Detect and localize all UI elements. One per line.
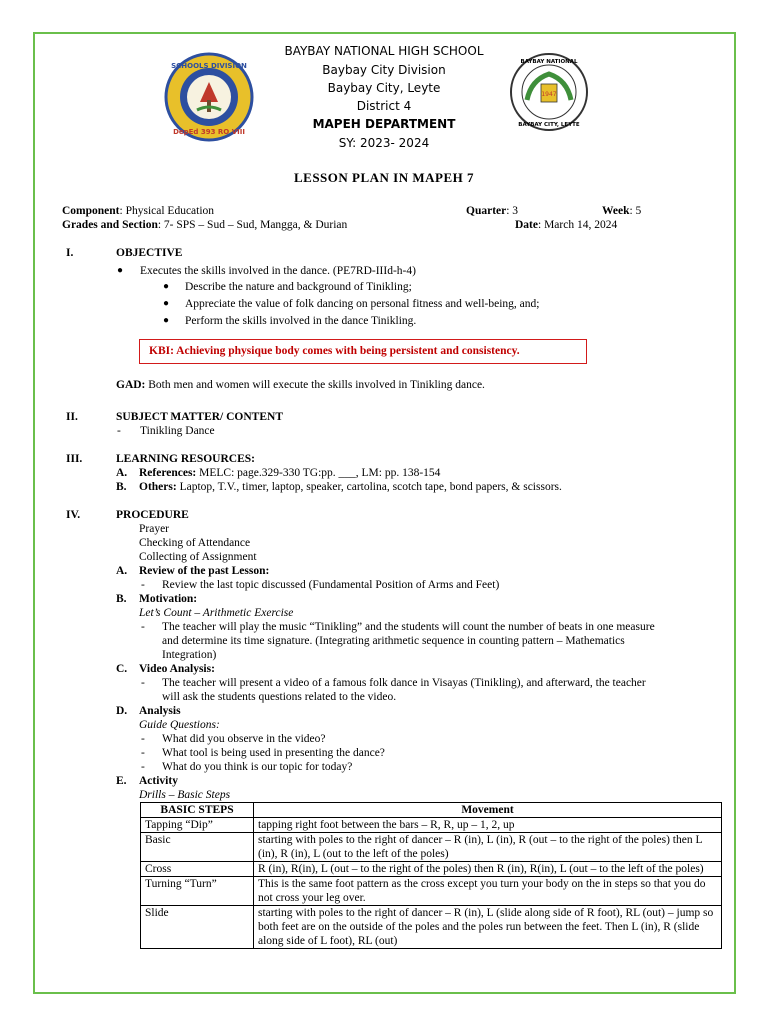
- table-header: Movement: [254, 803, 722, 818]
- dash: -: [141, 747, 145, 759]
- procedure-b-text: and determine its time signature. (Integrating arithmetic sequence in counting pattern – Mathematics: [162, 635, 625, 647]
- guide-question: What did you observe in the video?: [162, 733, 326, 745]
- quarter-line: Quarter: 3: [466, 205, 519, 217]
- table-cell: tapping right foot between the bars – R, R, up – 1, 2, up: [254, 818, 722, 833]
- procedure-c-title: Video Analysis:: [139, 663, 215, 675]
- division-name: Baybay City Division: [322, 63, 446, 77]
- objective-number: I.: [66, 247, 74, 259]
- subject-heading: SUBJECT MATTER/ CONTENT: [116, 411, 283, 423]
- resource-b-line: Others: Laptop, T.V., timer, laptop, speaker, cartolina, scotch tape, bond papers, & scissors.: [139, 481, 562, 493]
- subject-number: II.: [66, 411, 78, 423]
- table-header-row: [141, 803, 722, 818]
- prelim-item: Collecting of Assignment: [139, 551, 257, 563]
- procedure-d-sub: Guide Questions:: [139, 719, 220, 731]
- procedure-e-title: Activity: [139, 775, 178, 787]
- objective-main: Executes the skills involved in the dance. (PE7RD-IIId-h-4): [140, 265, 416, 277]
- procedure-a-label: A.: [116, 565, 128, 577]
- kbi-box: [139, 339, 587, 364]
- table-row: [141, 877, 722, 906]
- procedure-number: IV.: [66, 509, 81, 521]
- table-row: [141, 818, 722, 833]
- procedure-d-title: Analysis: [139, 705, 181, 717]
- bullet-icon: ●: [163, 281, 170, 292]
- objective-heading: OBJECTIVE: [116, 247, 183, 259]
- department-name: MAPEH DEPARTMENT: [312, 117, 456, 131]
- table-row: [141, 833, 722, 862]
- table-cell: Turning “Turn”: [141, 877, 254, 906]
- svg-text:BAYBAY NATIONAL: BAYBAY NATIONAL: [520, 59, 578, 65]
- table-cell: R (in), R(in), L (out – to the right of the poles) then R (in), R(in), L (out – to the left of the poles): [254, 862, 722, 877]
- prelim-item: Checking of Attendance: [139, 537, 251, 549]
- procedure-c-text: will ask the students questions related to the video.: [162, 691, 397, 703]
- resources-number: III.: [66, 453, 83, 465]
- procedure-b-text: Integration): [162, 649, 217, 661]
- basic-steps-table: [140, 802, 722, 949]
- procedure-e-sub: Drills – Basic Steps: [139, 789, 231, 801]
- table-row: [141, 906, 722, 949]
- objective-item: Perform the skills involved in the dance Tinikling.: [185, 315, 417, 327]
- school-name: BAYBAY NATIONAL HIGH SCHOOL: [284, 44, 484, 58]
- page-title: LESSON PLAN IN MAPEH 7: [293, 170, 475, 185]
- resource-a-label: A.: [116, 467, 128, 479]
- procedure-b-label: B.: [116, 593, 127, 605]
- kbi-text: KBI: Achieving physique body comes with being persistent and consistency.: [149, 345, 520, 357]
- svg-text:SCHOOLS DIVISION: SCHOOLS DIVISION: [171, 62, 247, 70]
- resources-heading: LEARNING RESOURCES:: [116, 453, 255, 465]
- procedure-b-sub: Let’s Count – Arithmetic Exercise: [139, 607, 294, 619]
- procedure-c-label: C.: [116, 663, 128, 675]
- dash: -: [141, 733, 145, 745]
- week-line: Week: 5: [602, 205, 642, 217]
- bullet-icon: ●: [163, 315, 170, 326]
- objective-item: Describe the nature and background of Tinikling;: [185, 281, 412, 293]
- procedure-a-title: Review of the past Lesson:: [139, 565, 270, 577]
- procedure-heading: PROCEDURE: [116, 509, 189, 521]
- bullet-icon: ●: [117, 265, 124, 276]
- table-cell: This is the same foot pattern as the cross except you turn your body on the in steps so that you do not cross your leg over.: [254, 877, 722, 906]
- guide-question: What do you think is our topic for today?: [162, 761, 353, 773]
- objective-item: Appreciate the value of folk dancing on personal fitness and well-being, and;: [185, 298, 540, 310]
- district-name: District 4: [356, 99, 412, 113]
- procedure-b-title: Motivation:: [139, 593, 198, 605]
- dash: -: [141, 621, 145, 633]
- bullet-icon: ●: [163, 298, 170, 309]
- table-cell: Slide: [141, 906, 254, 949]
- gad-line: GAD: Both men and women will execute the skills involved in Tinikling dance.: [116, 379, 485, 391]
- svg-text:1947: 1947: [541, 91, 557, 98]
- dash: -: [141, 761, 145, 773]
- guide-question: What tool is being used in presenting the dance?: [162, 747, 385, 759]
- component-line: Component: Physical Education: [62, 205, 215, 217]
- svg-text:BAYBAY CITY, LEYTE: BAYBAY CITY, LEYTE: [518, 122, 580, 128]
- table-cell: Cross: [141, 862, 254, 877]
- dash: -: [141, 677, 145, 689]
- city-name: Baybay City, Leyte: [327, 81, 441, 95]
- school-year: SY: 2023- 2024: [338, 136, 430, 150]
- dash: -: [141, 579, 145, 591]
- resource-b-label: B.: [116, 481, 127, 493]
- procedure-b-text: The teacher will play the music “Tinikling” and the students will count the number of beats in one measure: [162, 621, 655, 633]
- grades-line: Grades and Section: 7- SPS – Sud – Sud, Mangga, & Durian: [62, 219, 348, 231]
- table-cell: Basic: [141, 833, 254, 862]
- table-cell: starting with poles to the right of dancer – R (in), L (in), R (out – to the right of the poles) then L (in), R (in), L (out to the left of the poles): [254, 833, 722, 862]
- table-header: BASIC STEPS: [141, 803, 254, 818]
- dash: -: [117, 425, 121, 437]
- svg-text:DepEd 393 RO VIII: DepEd 393 RO VIII: [173, 128, 245, 136]
- procedure-e-label: E.: [116, 775, 127, 787]
- subject-item: Tinikling Dance: [140, 425, 215, 437]
- procedure-a-text: Review the last topic discussed (Fundamental Position of Arms and Feet): [162, 579, 500, 591]
- table-cell: starting with poles to the right of dancer – R (in), L (slide along side of R foot), RL (out) – jump so both feet are on the outside of the poles and the poles run between the feet. Then L (in), R (slide along side of L foot), RL (out): [254, 906, 722, 949]
- table-cell: Tapping “Dip”: [141, 818, 254, 833]
- procedure-c-text: The teacher will present a video of a famous folk dance in Visayas (Tinikling), and afterward, the teacher: [162, 677, 646, 689]
- prelim-item: Prayer: [139, 523, 170, 535]
- table-row: [141, 862, 722, 877]
- date-line: Date: March 14, 2024: [515, 219, 618, 231]
- resource-a-line: References: MELC: page.329-330 TG:pp. ___, LM: pp. 138-154: [139, 467, 441, 479]
- procedure-d-label: D.: [116, 705, 128, 717]
